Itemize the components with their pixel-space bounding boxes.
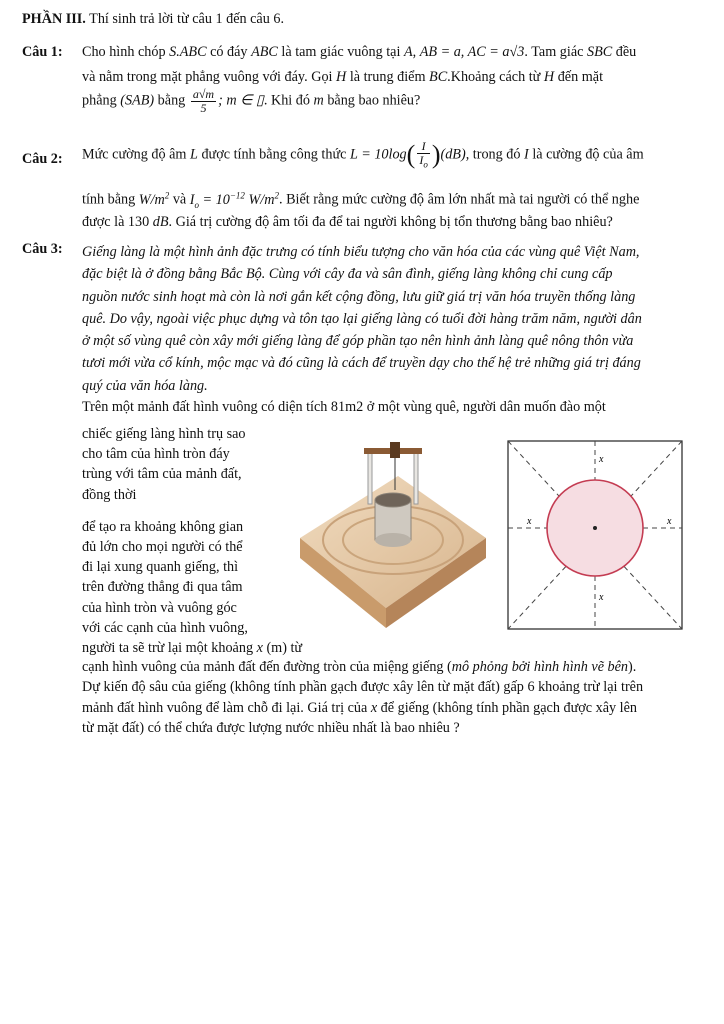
q2-line2 xyxy=(82,190,639,210)
text: . Tam giác xyxy=(524,44,584,60)
text: người ta sẽ trừ lại một khoảng xyxy=(82,640,254,657)
math: H xyxy=(336,69,347,85)
well-pulley xyxy=(390,442,400,458)
math xyxy=(190,192,199,208)
fraction xyxy=(417,140,430,169)
math: BC xyxy=(429,69,448,85)
well-base xyxy=(375,533,411,547)
math: L = 10log xyxy=(350,146,407,163)
math: (SAB) xyxy=(120,92,155,109)
column-line: đi lại xung quanh giếng, thì xyxy=(82,559,239,576)
text: có đáy xyxy=(210,44,248,60)
text: . Khi đó xyxy=(263,92,310,109)
text: Mức cường độ âm xyxy=(82,146,187,163)
text: và xyxy=(172,191,187,208)
q3-paragraph-1: Trên một mảnh đất hình vuông có diện tích 81m2 ở một vùng quê, người dân muốn đào một xyxy=(82,399,606,415)
math: L xyxy=(190,146,198,163)
well-mouth xyxy=(375,493,411,507)
math: I xyxy=(524,146,529,163)
intro-line: quý của văn hóa làng. xyxy=(82,377,208,394)
math: x xyxy=(370,699,378,716)
paren-right: ) xyxy=(431,140,441,169)
p2-line: từ mặt đất) có thể chứa được lượng nước nhiều nhất là bao nhiêu ? xyxy=(82,719,460,736)
unit xyxy=(139,192,170,208)
math: ; m ∈ ▯ xyxy=(218,92,264,109)
q2-line3 xyxy=(82,214,613,231)
superscript: −12 xyxy=(229,190,245,200)
unit-base: W/m xyxy=(138,191,165,208)
text: cạnh hình vuông của mảnh đất đến đường tròn của miệng giếng ( xyxy=(82,659,452,675)
math-symbol: I xyxy=(189,191,195,208)
intro-line: nguồn nước sinh hoạt mà còn là nơi gắn kết cộng đồng, lưu giữ giá trị văn hóa truyền thống làng xyxy=(82,288,636,305)
math: ABC xyxy=(251,44,278,60)
math xyxy=(203,192,245,208)
fraction xyxy=(191,88,216,114)
math: H xyxy=(543,69,555,85)
column-line: cho tâm của hình tròn đáy xyxy=(82,446,230,463)
math: dB xyxy=(152,214,169,230)
text: được là 130 xyxy=(82,214,150,230)
text: để giếng (không tính phần gạch được xây lên xyxy=(380,699,637,716)
text: được tính bằng công thức xyxy=(201,146,347,163)
text: .Khoảng cách từ xyxy=(447,69,541,85)
text: là tam giác vuông tại xyxy=(281,44,401,60)
math: m xyxy=(313,92,324,109)
column-line: với các cạnh của hình vuông, xyxy=(82,619,248,636)
text: phẳng xyxy=(82,92,117,109)
column-line: chiếc giếng làng hình trụ sao xyxy=(82,426,246,442)
text-italic: mô phỏng bởi hình hình vẽ bên xyxy=(451,659,629,675)
superscript: 2 xyxy=(274,190,279,200)
math: AB = a, AC = a√3 xyxy=(419,44,525,60)
column-line: để tạo ra khoảng không gian xyxy=(82,518,244,535)
intro-line: Giếng làng là một hình ảnh đặc trưng có tính biểu tượng cho văn hóa của các vùng quê Việt Nam, xyxy=(82,244,640,260)
text: , trong đó xyxy=(465,146,521,163)
column-line: trên đường thẳng đi qua tâm xyxy=(82,579,243,596)
text: là cường độ của âm xyxy=(532,146,644,163)
superscript: 2 xyxy=(164,190,170,200)
math: A xyxy=(403,44,413,60)
square-circle-diagram xyxy=(507,440,683,630)
label-x-right: x xyxy=(667,516,672,527)
well-post xyxy=(368,452,372,504)
intro-line: đặc biệt là ở đồng bằng Bắc Bộ. Cùng với cây đa và sân đình, giếng làng không chỉ cung cấp xyxy=(82,266,613,283)
intro-line: quê. Do vậy, ngoài việc phục dựng và tôn tạo lại giếng làng có tuổi đời hàng trăm năm, người dân xyxy=(82,310,642,327)
unit-base: W/m xyxy=(248,191,275,208)
math: SBC xyxy=(586,44,613,60)
math-value: = 10 xyxy=(202,191,230,208)
q1-line2 xyxy=(82,69,603,86)
text: và nằm trong mặt phẳng vuông với đáy. Gọi xyxy=(82,69,333,85)
text: là trung điểm xyxy=(349,69,426,85)
column-line: của hình tròn và vuông góc xyxy=(82,599,237,616)
text: tính bằng xyxy=(82,191,136,208)
village-well-illustration xyxy=(278,418,496,640)
text: Cho hình chóp xyxy=(82,44,166,60)
math: S.ABC xyxy=(169,44,207,60)
q3-label: Câu 3: xyxy=(22,241,63,257)
p2-line xyxy=(82,657,643,677)
fraction-denominator: 5 xyxy=(200,100,207,115)
q3-paragraph-2 xyxy=(82,657,643,738)
subscript: o xyxy=(194,199,199,210)
text: , xyxy=(412,44,417,60)
section-title: PHẦN III. xyxy=(22,11,86,27)
label-x-top: x xyxy=(599,454,604,465)
text: (m) từ xyxy=(266,640,303,657)
q3-intro xyxy=(82,241,642,397)
fraction-numerator: a√m xyxy=(192,87,215,101)
text: đến mặt xyxy=(557,69,604,85)
denominator-symbol: I xyxy=(419,152,424,167)
fraction-numerator: I xyxy=(417,140,430,154)
center-point xyxy=(593,526,597,530)
q1-line1 xyxy=(82,44,636,61)
section-heading xyxy=(22,11,284,28)
spacer xyxy=(82,505,302,517)
math: (dB) xyxy=(440,146,466,163)
p2-line: Dự kiến độ sâu của giếng (không tính phần gạch được xây lên từ mặt đất) gấp 6 khoảng trừ lại trên xyxy=(82,679,644,696)
intro-line: tươi mới vừa cổ kính, mộc mạc và đó cũng là cách để truyền dạy cho thế hệ trẻ những giá trị đáng xyxy=(82,355,641,372)
text: đều xyxy=(615,44,637,60)
text: . Biết rằng mức cường độ âm lớn nhất mà tai người có thể nghe xyxy=(279,191,640,208)
text: mảnh đất hình vuông để làm chỗ đi lại. Giá trị của xyxy=(82,699,368,716)
section-instruction: Thí sinh trả lời từ câu 1 đến câu 6. xyxy=(89,11,285,27)
text: bằng xyxy=(157,92,186,109)
text: bằng bao nhiêu? xyxy=(327,92,421,109)
label-x-bottom: x xyxy=(599,592,604,603)
column-line: đủ lớn cho mọi người có thể xyxy=(82,539,243,556)
unit xyxy=(248,192,279,208)
q1-label: Câu 1: xyxy=(22,44,63,60)
subscript: o xyxy=(423,159,428,170)
fraction-denominator xyxy=(417,154,430,170)
column-line: đồng thời xyxy=(82,486,137,503)
column-line: trùng với tâm của mảnh đất, xyxy=(82,466,242,483)
column-line xyxy=(82,638,302,658)
label-x-left: x xyxy=(527,516,532,527)
q3-left-column xyxy=(82,424,302,658)
text: . Giá trị cường độ âm tối đa để tai người không bị tổn thương bằng bao nhiêu? xyxy=(168,214,613,230)
q2-line1 xyxy=(82,140,644,170)
text: ). xyxy=(628,659,637,675)
paren-left: ( xyxy=(406,140,416,169)
p2-line xyxy=(82,698,643,718)
math: x xyxy=(256,640,263,657)
well-post xyxy=(414,452,418,504)
q2-label: Câu 2: xyxy=(22,151,63,167)
q1-line3 xyxy=(82,88,420,114)
intro-line: ở một số vùng quê còn xây mới giếng làng để góp phần tạo nên hình ảnh làng quê nông thôn vừa xyxy=(82,333,634,350)
